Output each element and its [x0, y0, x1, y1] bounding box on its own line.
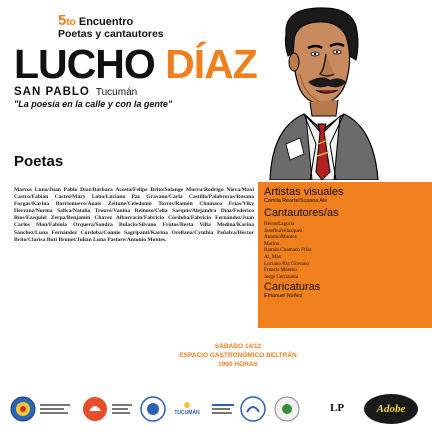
cantautores-heading: Cantautores/as	[264, 207, 339, 219]
credits-panel	[258, 182, 432, 328]
cantautores-list	[264, 221, 428, 280]
title-first-name: LUCHO	[14, 41, 166, 87]
sponsor-logo-2	[82, 396, 108, 422]
edition-line	[58, 12, 133, 29]
list-item: Jorge Cerrizuela	[264, 273, 299, 280]
sponsor-logo-6	[240, 396, 266, 422]
caricaturas-names: Emanuel Nuñez	[264, 293, 303, 300]
adobe-logo: Adobe	[364, 394, 418, 424]
event-info	[178, 342, 298, 369]
edition-word: Encuentro	[78, 16, 134, 28]
event-venue: ESPACIO GASTRONÓMICO BELTRÁN	[179, 352, 297, 359]
list-item: Francis Moreno	[264, 267, 297, 274]
poetas-list: Marcos Luna/Juan Pablo Díaz/Bárbara Acosta/Felipe Brito/Solange Murru/Rodrigo Nieva/Maxi Castro/Fabián Castro/Mary Lobo/Luciano Paz Gravano/Carla Castillo/Palabreras/Rosana Forgas/Karina Barrionuevo/Anais Zeitune/Celedonio Torres/Ramón Chamaco Frías/Viky Herranz/Norma Salica/Natalia Trouvé/Vanina Reinoso/Celia Sarquis/Alejandra Díaz/Federico Ríos/Ezequiel Zerpa/Benjamín Chavez Albarracín/Fabricio Córdoba/Fabricio Fernández/Juan Carlos Mon/Fabiola Orquera/Sandra Bulacio/Silvano Frutos/Berta Villa Medina/Karina Sánchez/Luna Fernández Córdoba/Connie Sagripanti/Karina Orellana/Cynthia Peñalva/Héctor Brito/Clarisa Buti Brunet/Julian Luna Pastore/Antonio Montes.	[14, 187, 254, 243]
list-item: AntonioMontes	[264, 234, 297, 241]
tucuman-logo	[170, 400, 204, 416]
list-item: Ramón Chamaco Frías	[264, 247, 312, 254]
artistas-names: Camila Rearte/Susana Ale	[264, 198, 328, 204]
list-item: JosefinaVelazquez	[264, 227, 303, 234]
edition-number: 5	[58, 12, 67, 29]
poetas-heading: Poetas	[14, 153, 64, 170]
place-name: SAN PABLO	[14, 86, 90, 98]
sponsor-logo-1-text	[40, 402, 70, 416]
event-subtitle: Poetas y cantautores	[58, 28, 164, 40]
sponsor-logo-3	[140, 396, 166, 422]
sponsor-logo-7	[274, 396, 300, 422]
sponsor-logo-2-text	[112, 402, 132, 416]
page-title	[14, 41, 257, 87]
artistas-heading: Artistas visuales	[264, 186, 344, 198]
tagline: "La poesía en la calle y con la gente"	[14, 99, 173, 109]
edition-suffix: to	[66, 17, 76, 28]
caricature-illustration	[264, 4, 384, 180]
title-last-name: DÍAZ	[165, 41, 257, 87]
event-time: 1900 HORAS	[218, 361, 258, 368]
lp-logo: LP	[330, 402, 345, 414]
place-line	[14, 86, 137, 98]
sponsor-logo-5	[212, 402, 234, 416]
event-date: SÁBADO 14/12	[214, 343, 262, 350]
sun-icon	[180, 400, 194, 408]
list-item: Marino	[264, 240, 280, 247]
list-item: Al_Maz	[264, 253, 281, 260]
list-item: HéctorLagoria	[264, 221, 295, 227]
sponsor-logo-1	[10, 396, 36, 422]
caricaturas-heading: Caricaturas	[264, 281, 321, 294]
list-item: Luciano Paz Gravano	[264, 260, 309, 267]
tucuman-label: TUCUMÁN	[174, 410, 200, 416]
sponsor-logos	[0, 388, 432, 432]
city-name: Tucumán	[95, 87, 138, 98]
